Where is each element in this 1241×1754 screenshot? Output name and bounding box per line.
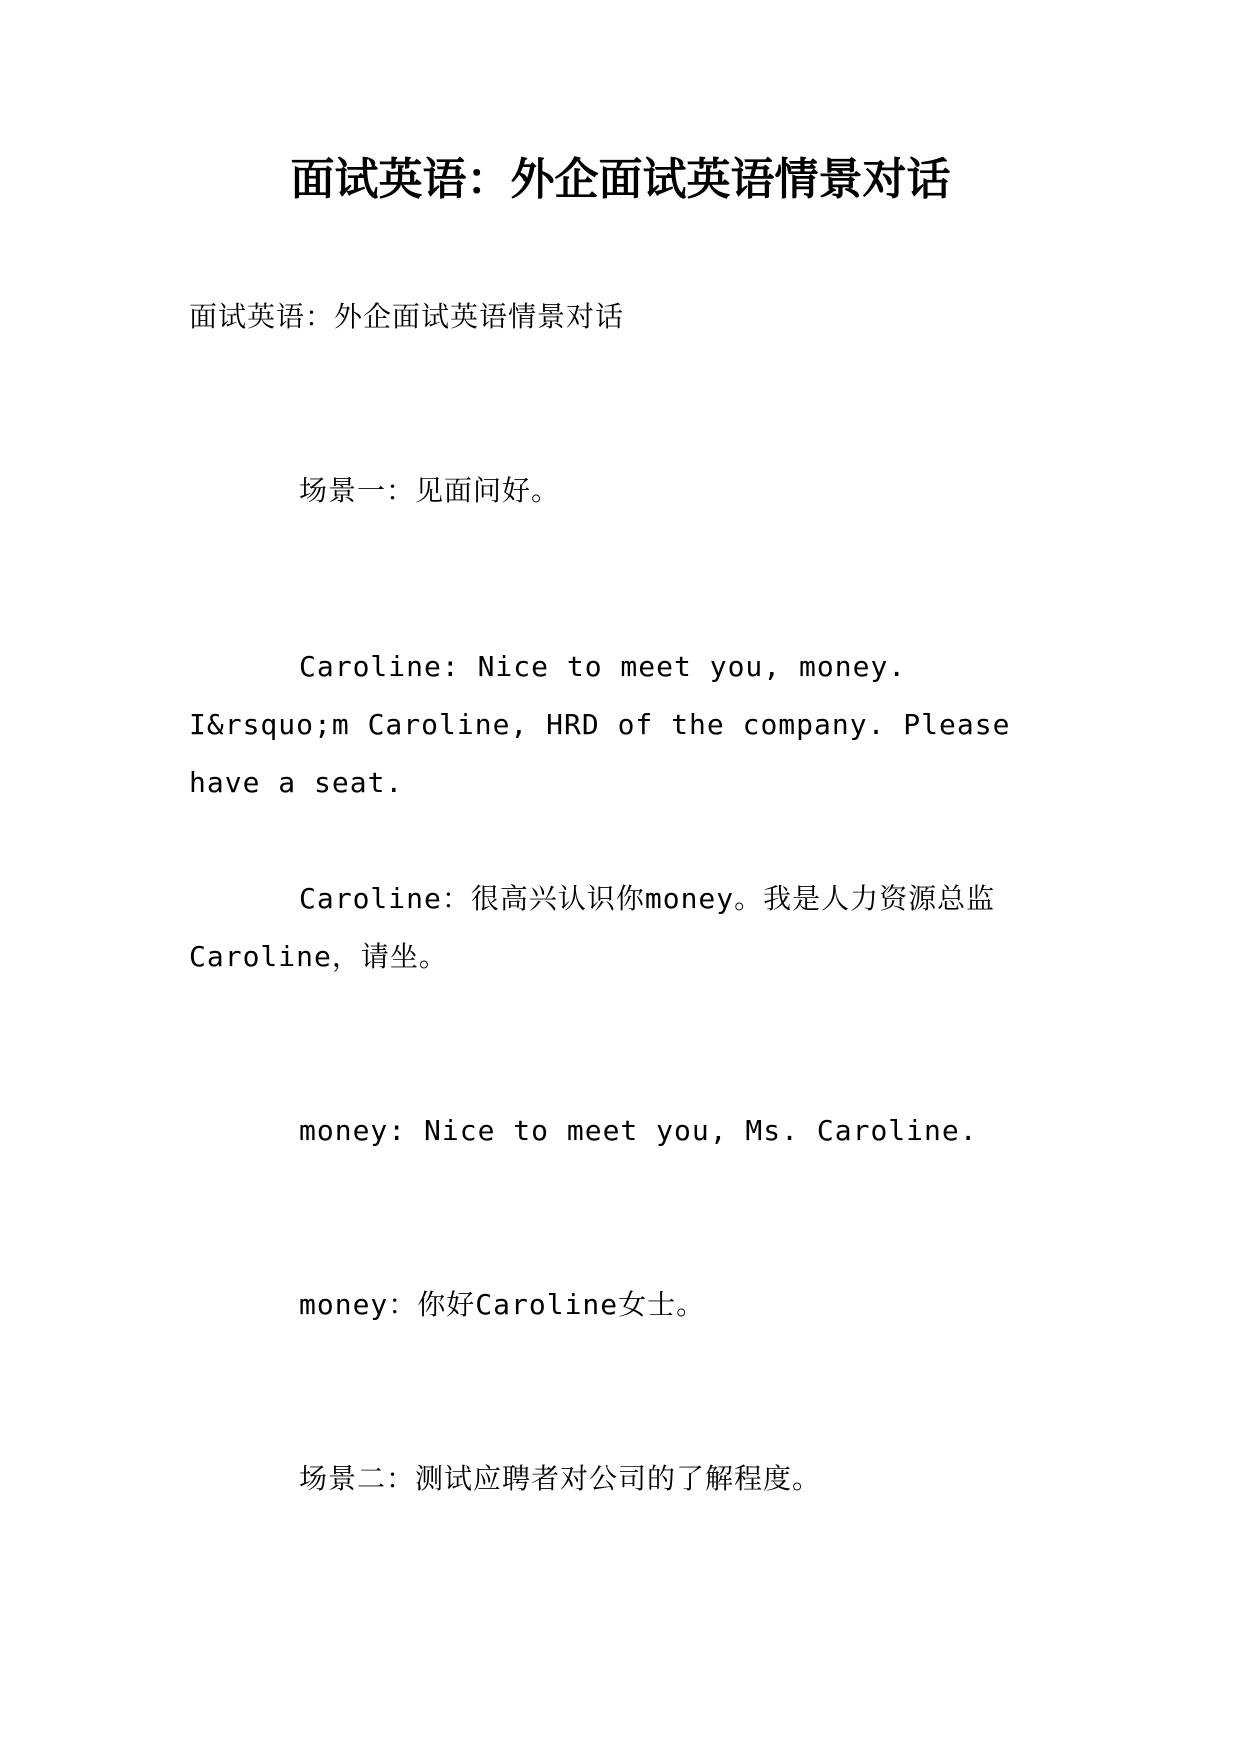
scene-one-heading: 场景一：见面问好。 (299, 474, 561, 507)
caroline-chinese-line: Caroline：很高兴认识你money。我是人力资源总监Caroline，请坐。 (189, 882, 996, 973)
money-chinese-line: money：你好Caroline女士。 (299, 1288, 706, 1321)
document-title: 面试英语：外企面试英语情景对话 (290, 154, 951, 205)
scene-two-heading: 场景二：测试应聘者对公司的了解程度。 (299, 1462, 822, 1495)
intro-paragraph: 面试英语：外企面试英语情景对话 (189, 300, 625, 333)
money-english-line: money: Nice to meet you, Ms. Caroline. (299, 1114, 978, 1147)
caroline-english-line: Caroline: Nice to meet you, money. I&rsquo;m Caroline, HRD of the company. Please have a seat. (189, 650, 1029, 799)
